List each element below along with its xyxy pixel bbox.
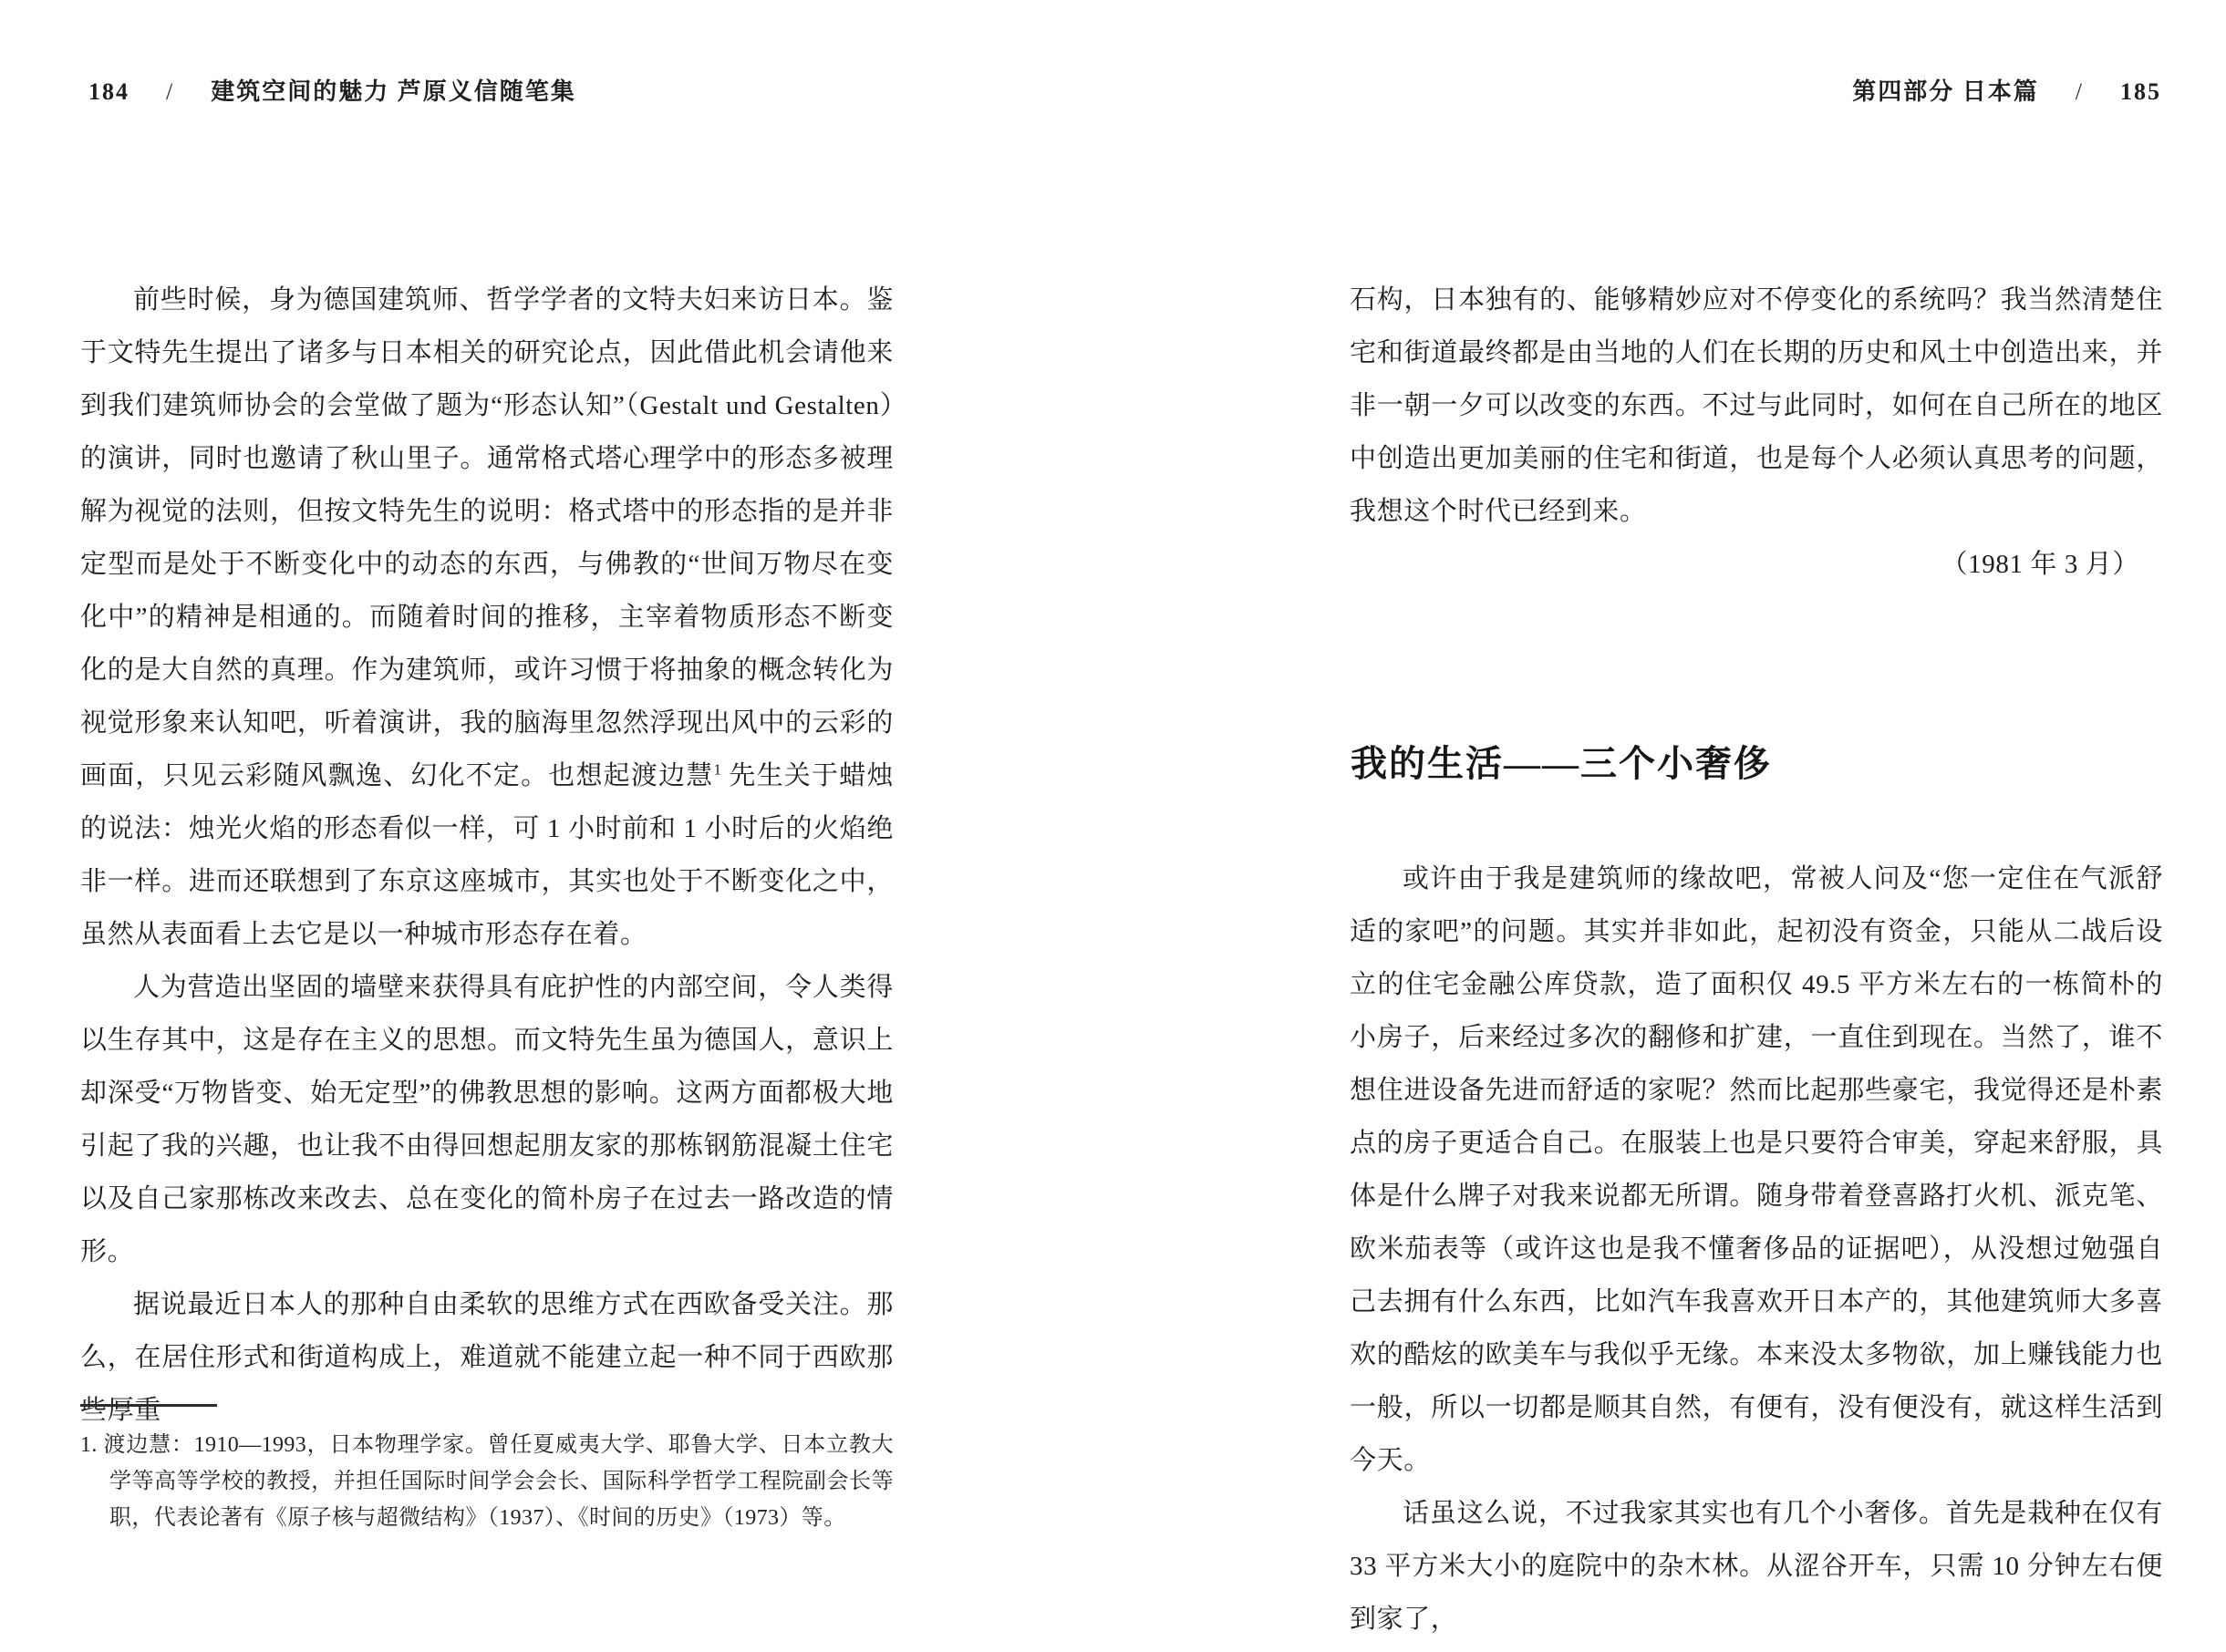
left-paragraph-1-continued: 先生关于蜡烛的说法：烛光火焰的形态看似一样，可 1 小时前和 1 小时后的火焰绝非一样。进而还联想到了东京这座城市，其实也处于不断变化之中，虽然从表面看上去它是以一种城市形态存在着。 (80, 761, 894, 949)
footnote-reference-marker: 1 (713, 760, 721, 779)
left-paragraph-1-text: 前些时候，身为德国建筑师、哲学学者的文特夫妇来访日本。鉴于文特先生提出了诸多与日本相关的研究论点，因此借此机会请他来到我们建筑师协会的会堂做了题为“形态认知”（Gestalt und Gestalten）的演讲，同时也邀请了秋山里子。通常格式塔心理学中的形态多被理解为视觉的法则，但按文特先生的说明：格式塔中的形态指的是并非定型而是处于不断变化中的动态的东西，与佛教的“世间万物尽在变化中”的精神是相通的。而随着时间的推移，主宰着物质形态不断变化的是大自然的真理。作为建筑师，或许习惯于将抽象的概念转化为视觉形象来认知吧，听着演讲，我的脑海里忽然浮现出风中的云彩的画面，只见云彩随风飘逸、幻化不定。也想起渡边慧 (80, 285, 894, 790)
footnote-divider (80, 1404, 217, 1407)
continuation-paragraph: 石构，日本独有的、能够精妙应对不停变化的系统吗？我当然清楚住宅和街道最终都是由当地的人们在长期的历史和风土中创造出来，并非一朝一夕可以改变的东西。不过与此同时，如何在自己所在的地区中创造出更加美丽的住宅和街道，也是每个人必须认真思考的问题，我想这个时代已经到来。 (1350, 285, 2163, 526)
left-running-head (88, 73, 576, 107)
left-paragraph-3: 据说最近日本人的那种自由柔软的思维方式在西欧备受关注。那么，在居住形式和街道构成上，难道就不能建立起一种不同于西欧那些厚重 (80, 1290, 894, 1425)
left-paragraph-2: 人为营造出坚固的墙壁来获得具有庇护性的内部空间，令人类得以生存其中，这是存在主义的思想。而文特先生虽为德国人，意识上却深受“万物皆变、始无定型”的佛教思想的影响。这两方面都极大地引起了我的兴趣，也让我不由得回想起朋友家的那栋钢筋混凝土住宅以及自己家那栋改来改去、总在变化的简朴房子在过去一路改造的情形。 (80, 973, 894, 1266)
section-title-head: 第四部分 日本篇 (1852, 78, 2039, 105)
left-page-text-column (80, 274, 894, 1437)
right-head-slash: / (2075, 78, 2084, 105)
right-running-head (1852, 73, 2161, 107)
essay-heading: 我的生活——三个小奢侈 (1351, 743, 1772, 784)
right-paragraph-1: 或许由于我是建筑师的缘故吧，常被人问及“您一定住在气派舒适的家吧”的问题。其实并非如此，起初没有资金，只能从二战后设立的住宅金融公库贷款，造了面积仅 49.5 平方米左右的一栋简朴的小房子，后来经过多次的翻修和扩建，一直住到现在。当然了，谁不想住进设备先进而舒适的家呢？然而比起那些豪宅，我觉得还是朴素点的房子更适合自己。在服装上也是只要符合审美，穿起来舒服，具体是什么牌子对我来说都无所谓。随身带着登喜路打火机、派克笔、欧米茄表等（或许这也是我不懂奢侈品的证据吧），从没想过勉强自己去拥有什么东西，比如汽车我喜欢开日本产的，其他建筑师大多喜欢的酷炫的欧美车与我似乎无缘。本来没太多物欲，加上赚钱能力也一般，所以一切都是顺其自然，有便有，没有便没有，就这样生活到今天。 (1350, 864, 2163, 1475)
right-paragraph-2: 话虽这么说，不过我家其实也有几个小奢侈。首先是栽种在仅有 33 平方米大小的庭院中的杂木林。从涩谷开车，只需 10 分钟左右便到家了， (1350, 1499, 2163, 1634)
left-page-number: 184 (88, 78, 129, 105)
essay-date-line: （1981 年 3 月） (1941, 550, 2139, 579)
footnote-text: 1. 渡边慧：1910—1993，日本物理学家。曾任夏威夷大学、耶鲁大学、日本立教大学等高等学校的教授，并担任国际时间学会会长、国际科学哲学工程院副会长等职，代表论著有《原子核与超微结构》（1937）、《时间的历史》（1973）等。 (80, 1433, 894, 1530)
right-page-text-column (1350, 852, 2163, 1646)
footnote-block (80, 1404, 894, 1536)
right-page-continuation-column (1350, 274, 2163, 591)
right-page-number: 185 (2120, 78, 2161, 105)
book-title: 建筑空间的魅力 芦原义信随笔集 (211, 78, 576, 105)
left-head-slash: / (166, 78, 175, 105)
left-paragraph-1 (80, 274, 894, 961)
